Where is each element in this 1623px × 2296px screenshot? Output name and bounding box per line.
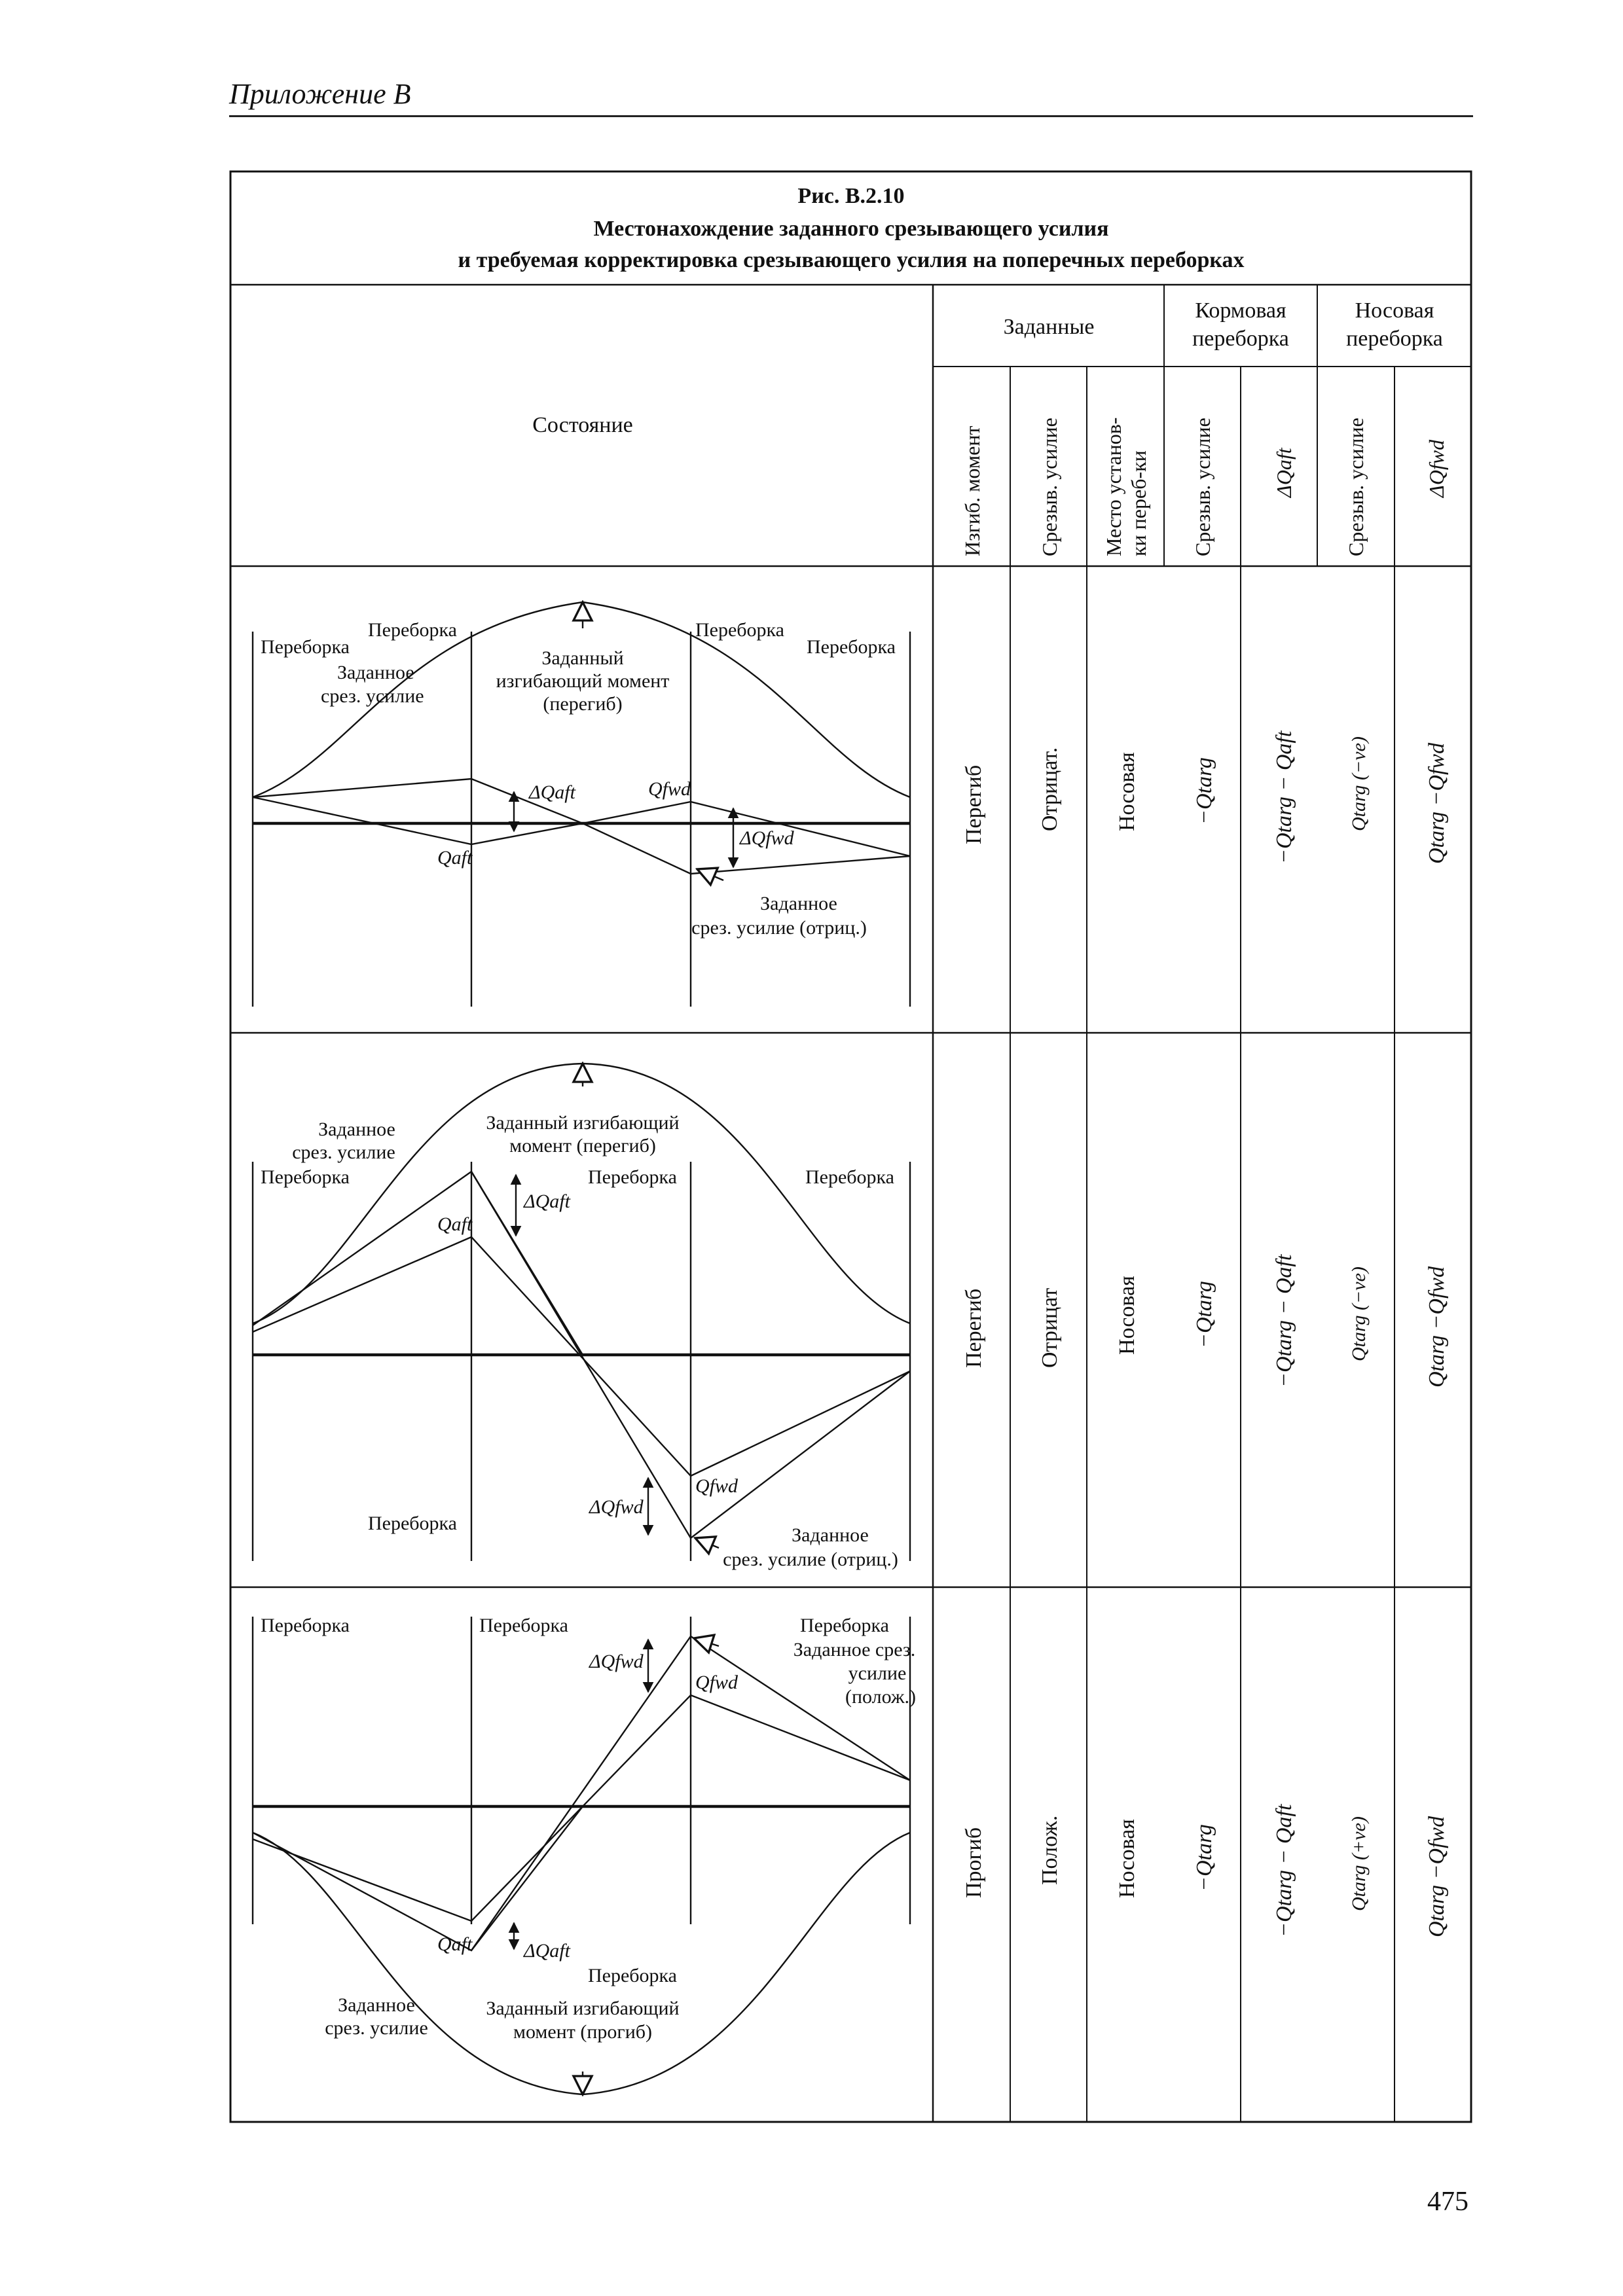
header-aft-l1: Кормовая xyxy=(1195,298,1286,323)
d3-target-shear-l2: срез. усилие xyxy=(325,2017,428,2039)
row3-location: Носовая xyxy=(1115,1819,1139,1898)
row2-fwd-shear: Qtarg (−ve) xyxy=(1348,1266,1370,1361)
d1-bh2: Переборка xyxy=(368,619,457,641)
row1-aft-shear: −Qtarg xyxy=(1192,757,1216,825)
d2-dq-aft: ΔQaft xyxy=(524,1191,570,1212)
header-col-location-l2: ки переб-ки xyxy=(1127,450,1150,556)
d2-neg-shear-l1: Заданное xyxy=(792,1524,869,1546)
header-fwd-l1: Носовая xyxy=(1355,298,1434,323)
d1-q-fwd: Qfwd xyxy=(648,778,691,800)
row3-aft-shear: −Qtarg xyxy=(1192,1824,1216,1892)
d3-bh1: Переборка xyxy=(261,1615,350,1636)
d3-bh2: Переборка xyxy=(479,1615,568,1636)
d1-bh3: Переборка xyxy=(695,619,784,641)
d3-moment-l1: Заданный изгибающий xyxy=(486,1998,680,2019)
header-col-aft-shear: Срезыв. усилие xyxy=(1191,418,1214,556)
d1-moment-l2: изгибающий момент xyxy=(496,670,670,692)
d2-bh4: Переборка xyxy=(368,1513,457,1534)
d3-q-aft: Qaft xyxy=(437,1933,473,1955)
row1-fwd-delta: Qtarg −Qfwd xyxy=(1425,742,1449,864)
figure-title-line2: и требуемая корректировка срезывающего усилия на поперечных переборках xyxy=(458,248,1245,272)
header-col-location-l1: Место установ- xyxy=(1102,417,1125,556)
d1-q-aft: Qaft xyxy=(437,847,473,869)
header-aft-l2: переборка xyxy=(1192,327,1289,351)
figure-number: Рис. B.2.10 xyxy=(797,184,905,208)
header-col-aft-delta: ΔQaft xyxy=(1272,448,1296,497)
row2-aft-shear: −Qtarg xyxy=(1192,1281,1216,1348)
d1-moment-l3: (перегиб) xyxy=(543,693,623,715)
row1-moment: Перегиб xyxy=(962,764,986,844)
row2-aft-delta: −Qtarg − Qaft xyxy=(1272,1254,1296,1388)
page-number: 475 xyxy=(1427,2187,1468,2217)
header-rule xyxy=(229,115,1473,117)
d3-bh3: Переборка xyxy=(800,1615,889,1636)
d1-target-shear-l1: Заданное xyxy=(337,662,414,683)
d1-bh1: Переборка xyxy=(261,636,350,658)
d1-dq-aft: ΔQaft xyxy=(529,781,575,803)
d2-target-shear-l2: срез. усилие xyxy=(292,1141,395,1163)
d3-target-shear-l1: Заданное xyxy=(338,1994,415,2016)
row3-moment: Прогиб xyxy=(962,1827,986,1898)
d2-q-fwd: Qfwd xyxy=(695,1475,739,1497)
d1-bh4: Переборка xyxy=(807,636,896,658)
figure-title-line1: Местонахождение заданного срезывающего усилия xyxy=(593,217,1109,241)
d2-q-aft: Qaft xyxy=(437,1213,473,1235)
header-col-fwd-shear: Срезыв. усилие xyxy=(1344,418,1368,556)
row3-aft-delta: −Qtarg − Qaft xyxy=(1272,1804,1296,1937)
d3-dq-fwd: ΔQfwd xyxy=(589,1651,644,1672)
d2-moment-l1: Заданный изгибающий xyxy=(486,1112,680,1134)
d1-dq-fwd: ΔQfwd xyxy=(740,827,794,849)
header-col-fwd-delta: ΔQfwd xyxy=(1425,439,1448,497)
header-state: Состояние xyxy=(532,413,633,437)
row3-fwd-shear: Qtarg (+ve) xyxy=(1348,1816,1370,1911)
running-header: Приложение B xyxy=(229,78,411,110)
d2-bh3: Переборка xyxy=(805,1166,894,1188)
row2-location: Носовая xyxy=(1115,1276,1139,1355)
d1-target-shear-l2: срез. усилие xyxy=(321,685,424,707)
d1-moment-l1: Заданный xyxy=(541,647,624,669)
d3-q-fwd: Qfwd xyxy=(695,1672,739,1693)
d2-target-shear-l1: Заданное xyxy=(318,1119,395,1140)
d2-moment-l2: момент (перегиб) xyxy=(509,1135,656,1157)
d3-pos-shear-l2: усилие xyxy=(848,1662,907,1684)
header-fwd-l2: переборка xyxy=(1346,327,1443,351)
d2-neg-shear-l2: срез. усилие (отриц.) xyxy=(723,1549,898,1570)
d3-bh4: Переборка xyxy=(588,1965,677,1986)
d1-neg-shear-l2: срез. усилие (отриц.) xyxy=(691,917,867,939)
row1-aft-delta: −Qtarg − Qaft xyxy=(1272,730,1296,864)
row1-location: Носовая xyxy=(1115,752,1139,831)
row3-shear: Полож. xyxy=(1038,1815,1062,1885)
figure-table xyxy=(229,170,1473,2137)
header-col-shear: Срезыв. усилие xyxy=(1038,418,1061,556)
d3-dq-aft: ΔQaft xyxy=(524,1940,570,1962)
d2-bh1: Переборка xyxy=(261,1166,350,1188)
d2-dq-fwd: ΔQfwd xyxy=(589,1496,644,1518)
d3-pos-shear-l3: (полож.) xyxy=(845,1686,917,1708)
d2-bh2: Переборка xyxy=(588,1166,677,1188)
row3-fwd-delta: Qtarg −Qfwd xyxy=(1425,1816,1449,1937)
row2-fwd-delta: Qtarg −Qfwd xyxy=(1425,1266,1449,1388)
row2-moment: Перегиб xyxy=(962,1288,986,1368)
d3-pos-shear-l1: Заданное срез. xyxy=(793,1639,916,1660)
header-col-moment: Изгиб. момент xyxy=(960,425,984,556)
d3-moment-l2: момент (прогиб) xyxy=(513,2021,653,2043)
row1-shear: Отрицат. xyxy=(1038,747,1062,831)
d1-neg-shear-l1: Заданное xyxy=(760,893,837,914)
row2-shear: Отрицат xyxy=(1038,1287,1062,1368)
header-given: Заданные xyxy=(1003,315,1095,339)
row1-fwd-shear: Qtarg (−ve) xyxy=(1348,736,1370,831)
